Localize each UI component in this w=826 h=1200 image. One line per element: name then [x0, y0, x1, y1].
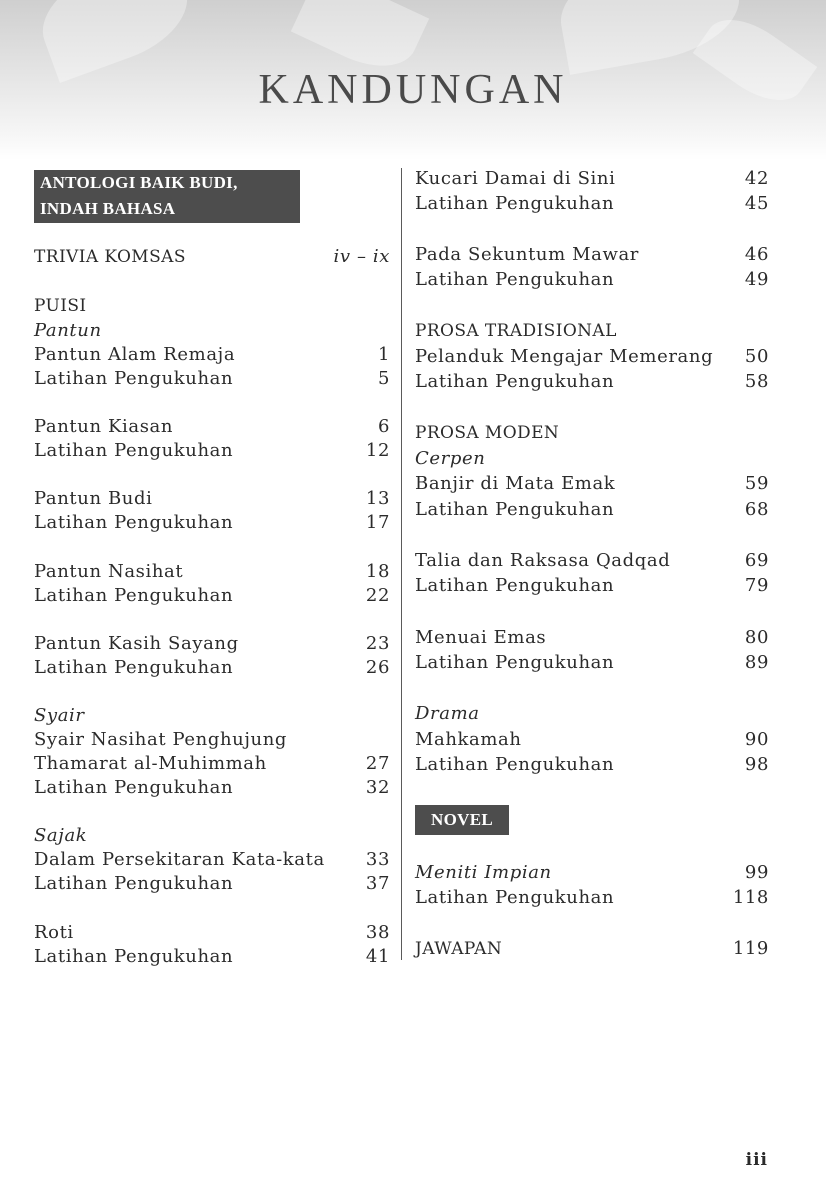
toc-entry[interactable]	[34, 416, 390, 437]
toc-entry-title-line[interactable]	[34, 729, 390, 750]
entry-title: Pelanduk Mengajar Memerang	[415, 346, 714, 367]
toc-entry-trivia[interactable]	[34, 246, 390, 267]
section-box-line: ANTOLOGI BAIK BUDI,	[40, 173, 238, 192]
toc-entry[interactable]	[34, 488, 390, 509]
entry-page: 12	[365, 440, 390, 461]
toc-entry[interactable]	[415, 550, 769, 571]
toc-entry-latihan[interactable]	[34, 368, 390, 389]
section-box-line: INDAH BAHASA	[40, 199, 176, 218]
entry-title: Latihan Pengukuhan	[415, 269, 615, 290]
subheading-cerpen: Cerpen	[415, 448, 486, 469]
entry-page: 50	[744, 346, 769, 367]
entry-page: 1	[377, 344, 390, 365]
toc-entry-latihan[interactable]	[34, 657, 390, 678]
toc-entry-latihan[interactable]	[415, 754, 769, 775]
entry-title: Latihan Pengukuhan	[34, 440, 234, 461]
entry-title: Pantun Budi	[34, 488, 153, 509]
entry-title: Dalam Persekitaran Kata-kata	[34, 849, 325, 870]
entry-title: Kucari Damai di Sini	[415, 168, 616, 189]
section-heading-prosa-moden: PROSA MODEN	[415, 423, 560, 443]
section-box-novel: NOVEL	[415, 805, 509, 835]
entry-title: Latihan Pengukuhan	[415, 652, 615, 673]
entry-title: Roti	[34, 922, 74, 943]
entry-page: 59	[744, 473, 769, 494]
entry-page: 33	[365, 849, 390, 870]
entry-title: Latihan Pengukuhan	[415, 887, 615, 908]
entry-title: Thamarat al-Muhimmah	[34, 753, 267, 774]
entry-page: 89	[744, 652, 769, 673]
entry-title: Menuai Emas	[415, 627, 547, 648]
entry-title: Latihan Pengukuhan	[34, 946, 234, 967]
toc-entry-latihan[interactable]	[415, 193, 769, 214]
section-heading-puisi: PUISI	[34, 296, 87, 316]
entry-title: Pada Sekuntum Mawar	[415, 244, 640, 265]
entry-page: 22	[365, 585, 390, 606]
entry-page: 42	[744, 168, 769, 189]
toc-entry[interactable]	[415, 627, 769, 648]
toc-entry-latihan[interactable]	[415, 887, 769, 908]
entry-page: 80	[744, 627, 769, 648]
entry-page: 46	[744, 244, 769, 265]
toc-entry-latihan[interactable]	[34, 585, 390, 606]
entry-page: 118	[732, 887, 769, 908]
entry-title: Talia dan Raksasa Qadqad	[415, 550, 671, 571]
entry-title: Latihan Pengukuhan	[34, 873, 234, 894]
entry-page: 6	[377, 416, 390, 437]
entry-title: Mahkamah	[415, 729, 522, 750]
entry-title: Latihan Pengukuhan	[34, 777, 234, 798]
toc-entry[interactable]	[415, 346, 769, 367]
entry-page: 13	[365, 488, 390, 509]
entry-title: Pantun Nasihat	[34, 561, 184, 582]
entry-page: 69	[744, 550, 769, 571]
entry-page: 119	[732, 938, 769, 959]
subheading-syair: Syair	[34, 705, 85, 726]
toc-entry-jawapan[interactable]	[415, 938, 769, 959]
entry-title: Latihan Pengukuhan	[415, 575, 615, 596]
toc-entry[interactable]	[34, 753, 390, 774]
toc-entry[interactable]	[34, 922, 390, 943]
toc-entry[interactable]	[415, 244, 769, 265]
entry-page: 37	[365, 873, 390, 894]
toc-entry-latihan[interactable]	[415, 269, 769, 290]
toc-entry[interactable]	[34, 849, 390, 870]
toc-entry[interactable]	[415, 168, 769, 189]
entry-page: 41	[365, 946, 390, 967]
entry-page: 45	[744, 193, 769, 214]
toc-entry-latihan[interactable]	[415, 575, 769, 596]
entry-title: TRIVIA KOMSAS	[34, 247, 186, 267]
entry-page: 17	[365, 512, 390, 533]
section-box-antologi	[34, 170, 300, 223]
toc-entry-latihan[interactable]	[34, 512, 390, 533]
entry-page: 23	[365, 633, 390, 654]
subheading-drama: Drama	[415, 703, 480, 724]
toc-entry-latihan[interactable]	[34, 777, 390, 798]
subheading-pantun: Pantun	[34, 320, 102, 341]
entry-page: 58	[744, 371, 769, 392]
entry-page: 99	[744, 862, 769, 883]
entry-page: 68	[744, 499, 769, 520]
entry-page: 79	[744, 575, 769, 596]
entry-page: 90	[744, 729, 769, 750]
toc-entry-latihan[interactable]	[34, 873, 390, 894]
toc-entry-latihan[interactable]	[34, 946, 390, 967]
toc-entry-latihan[interactable]	[34, 440, 390, 461]
toc-entry[interactable]	[415, 473, 769, 494]
toc-entry-latihan[interactable]	[415, 652, 769, 673]
entry-title: Latihan Pengukuhan	[415, 499, 615, 520]
section-heading-prosa-tradisional: PROSA TRADISIONAL	[415, 321, 617, 341]
toc-entry[interactable]	[415, 862, 769, 883]
entry-title: Banjir di Mata Emak	[415, 473, 616, 494]
toc-entry-latihan[interactable]	[415, 499, 769, 520]
toc-entry[interactable]	[34, 633, 390, 654]
entry-title: Latihan Pengukuhan	[34, 512, 234, 533]
entry-page: 27	[365, 753, 390, 774]
entry-title: Pantun Alam Remaja	[34, 344, 236, 365]
toc-entry[interactable]	[415, 729, 769, 750]
entry-title: Pantun Kiasan	[34, 416, 174, 437]
entry-page: iv – ix	[333, 246, 390, 267]
entry-page: 49	[744, 269, 769, 290]
entry-title: Latihan Pengukuhan	[415, 371, 615, 392]
toc-entry[interactable]	[34, 561, 390, 582]
entry-title: Latihan Pengukuhan	[34, 585, 234, 606]
entry-title: Pantun Kasih Sayang	[34, 633, 239, 654]
column-divider	[401, 168, 402, 960]
entry-title: Meniti Impian	[415, 862, 552, 883]
entry-page: 18	[365, 561, 390, 582]
entry-title: Latihan Pengukuhan	[34, 657, 234, 678]
page-number: iii	[745, 1150, 768, 1170]
entry-title: Latihan Pengukuhan	[415, 754, 615, 775]
entry-title: JAWAPAN	[415, 939, 503, 959]
entry-page: 98	[744, 754, 769, 775]
entry-title: Latihan Pengukuhan	[415, 193, 615, 214]
entry-page: 26	[365, 657, 390, 678]
entry-page: 5	[377, 368, 390, 389]
toc-entry[interactable]	[34, 344, 390, 365]
entry-page: 38	[365, 922, 390, 943]
entry-title: Syair Nasihat Penghujung	[34, 729, 288, 750]
subheading-sajak: Sajak	[34, 825, 88, 846]
page-title: KANDUNGAN	[258, 67, 568, 114]
entry-page: 32	[365, 777, 390, 798]
toc-entry-latihan[interactable]	[415, 371, 769, 392]
entry-title: Latihan Pengukuhan	[34, 368, 234, 389]
